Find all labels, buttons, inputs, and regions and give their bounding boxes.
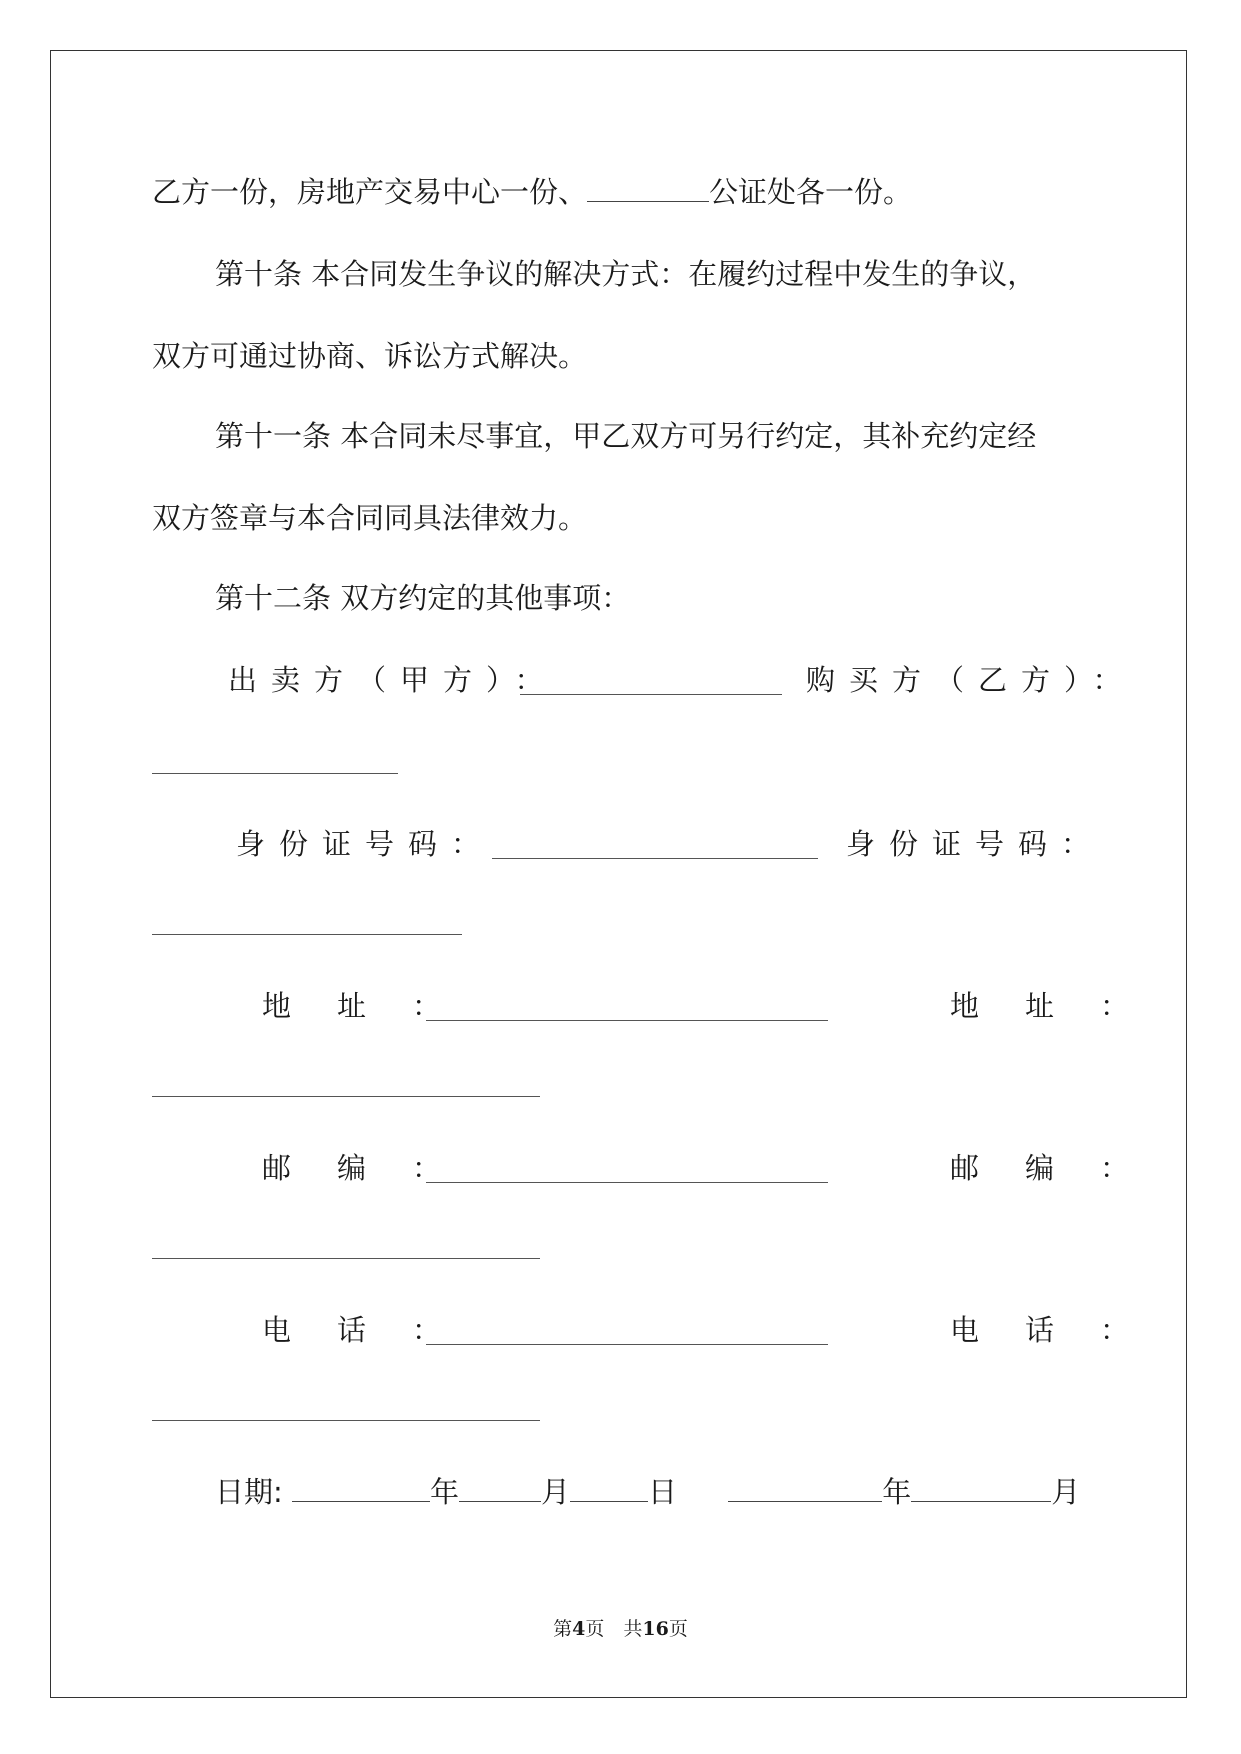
copies-text-before: 乙方一份，房地产交易中心一份、 bbox=[152, 175, 588, 209]
notary-blank bbox=[587, 179, 709, 202]
seller-day-blank bbox=[570, 1479, 648, 1502]
buyer-address-label: 地址： bbox=[950, 989, 1176, 1023]
buyer-month-blank bbox=[911, 1479, 1051, 1502]
article-10-line-2: 双方可通过协商、诉讼方式解决。 bbox=[152, 339, 588, 373]
current-page-number: 4 bbox=[572, 1618, 586, 1640]
page-footer bbox=[0, 1614, 1241, 1641]
seller-postcode-label: 邮编： bbox=[262, 1151, 488, 1185]
seller-year-label: 年 bbox=[430, 1475, 460, 1509]
seller-phone-blank bbox=[426, 1344, 828, 1345]
seller-month-label: 月 bbox=[541, 1475, 571, 1509]
seller-id-label: 身份证号码： bbox=[236, 827, 495, 861]
article-11-line-1: 第十一条 本合同未尽事宜，甲乙双方可另行约定，其补充约定经 bbox=[215, 419, 1037, 453]
date-line bbox=[215, 1474, 1080, 1510]
seller-label: 出卖方（甲方）： bbox=[228, 663, 558, 697]
footer-mid: 页 共 bbox=[585, 1618, 643, 1640]
buyer-phone-blank bbox=[152, 1420, 540, 1421]
buyer-month-label: 月 bbox=[1051, 1475, 1081, 1509]
seller-blank bbox=[520, 694, 782, 695]
date-label: 日期: bbox=[215, 1475, 283, 1509]
buyer-phone-label: 电话： bbox=[950, 1313, 1176, 1347]
article-11-line-2: 双方签章与本合同同具法律效力。 bbox=[152, 501, 588, 535]
footer-suffix: 页 bbox=[668, 1618, 688, 1640]
seller-month-blank bbox=[459, 1479, 541, 1502]
article-10-line-1: 第十条 本合同发生争议的解决方式：在履约过程中发生的争议， bbox=[215, 257, 1037, 291]
seller-phone-label: 电话： bbox=[262, 1313, 488, 1347]
article-12-line: 第十二条 双方约定的其他事项： bbox=[215, 581, 631, 615]
seller-address-label: 地址： bbox=[262, 989, 488, 1023]
seller-id-blank bbox=[492, 858, 818, 859]
buyer-blank bbox=[152, 773, 398, 774]
seller-address-blank bbox=[426, 1020, 828, 1021]
buyer-postcode-label: 邮编： bbox=[950, 1151, 1176, 1185]
buyer-address-blank bbox=[152, 1096, 540, 1097]
page-border bbox=[50, 50, 1187, 1698]
paragraph-copies bbox=[152, 174, 912, 210]
buyer-year-blank bbox=[728, 1479, 882, 1502]
seller-postcode-blank bbox=[426, 1182, 828, 1183]
seller-year-blank bbox=[292, 1479, 430, 1502]
buyer-id-blank bbox=[152, 934, 462, 935]
buyer-year-label: 年 bbox=[882, 1475, 912, 1509]
footer-prefix: 第 bbox=[553, 1618, 573, 1640]
buyer-id-label: 身份证号码： bbox=[846, 827, 1105, 861]
buyer-label: 购买方（乙方）： bbox=[806, 663, 1136, 697]
total-pages-number: 16 bbox=[642, 1618, 669, 1640]
copies-text-after: 公证处各一份。 bbox=[709, 175, 913, 209]
buyer-postcode-blank bbox=[152, 1258, 540, 1259]
seller-day-label: 日 bbox=[648, 1475, 678, 1509]
